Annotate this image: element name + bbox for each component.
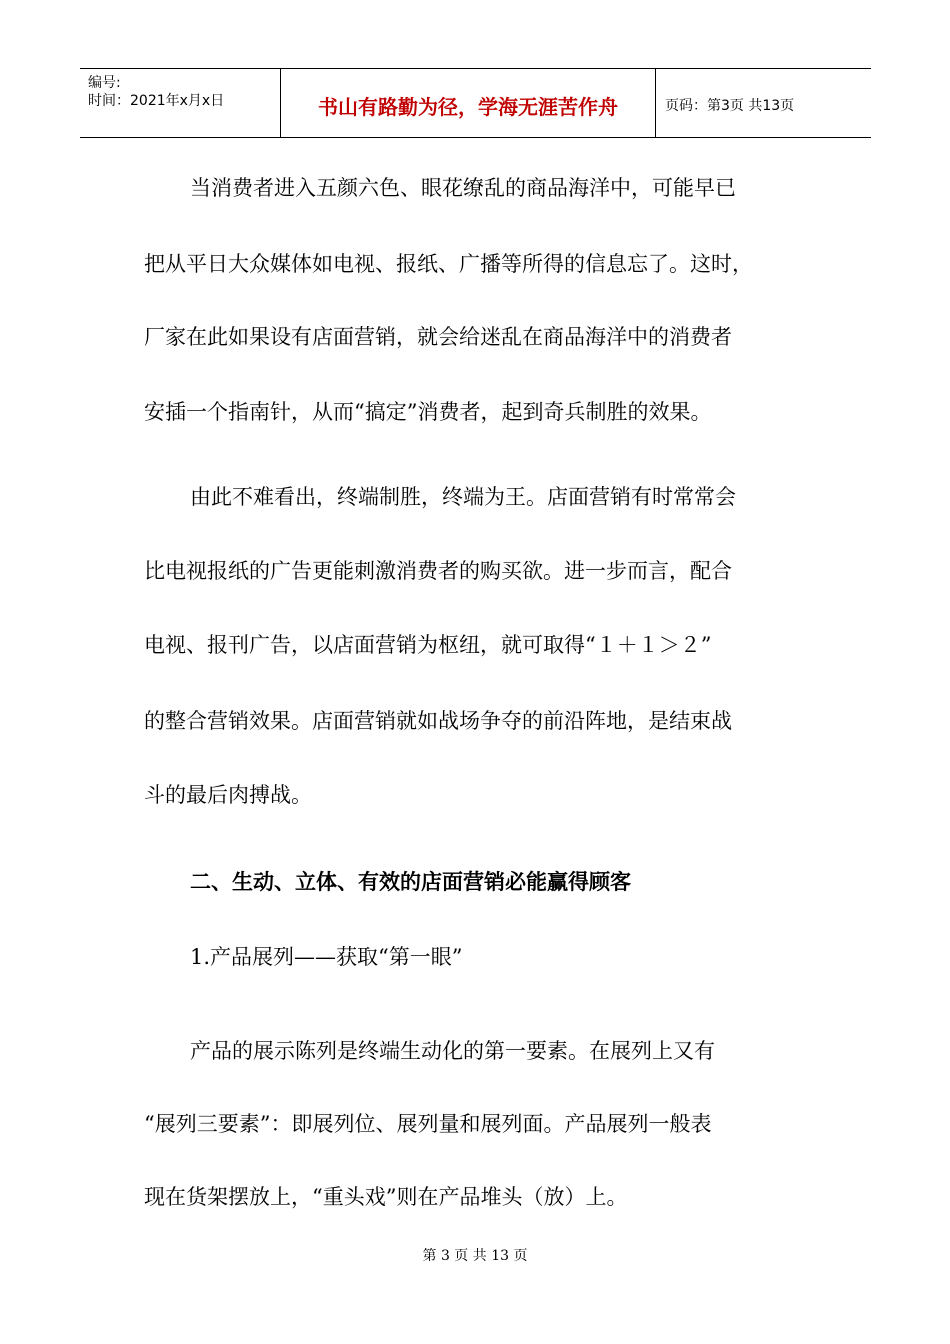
section-heading: 二、生动、立体、有效的店面营销必能赢得顾客 (190, 870, 631, 894)
paragraph-line: 厂家在此如果设有店面营销，就会给迷乱在商品海洋中的消费者 (144, 325, 732, 349)
paragraph-line: 比电视报纸的广告更能刺激消费者的购买欲。进一步而言，配合 (144, 559, 732, 583)
header-table (80, 68, 871, 138)
paragraph-line: 的整合营销效果。店面营销就如战场争夺的前沿阵地，是结束战 (144, 709, 732, 733)
page-footer: 第 3 页 共 13 页 (422, 1248, 528, 1264)
paragraph-line: 由此不难看出，终端制胜，终端为王。店面营销有时常常会 (190, 485, 736, 509)
header-left-cell (80, 69, 280, 137)
paragraph-line: 当消费者进入五颜六色、眼花缭乱的商品海洋中，可能早已 (190, 176, 736, 200)
paragraph-line: 现在货架摆放上，“重头戏”则在产品堆头（放）上。 (144, 1185, 628, 1209)
paragraph-line: 产品的展示陈列是终端生动化的第一要素。在展列上又有 (190, 1039, 715, 1063)
date-line: 时间：2021年x月x日 (88, 93, 225, 109)
header-page-cell (655, 69, 871, 137)
paragraph-line: 安插一个指南针，从而“搞定”消费者，起到奇兵制胜的效果。 (144, 400, 712, 424)
number-label: 编号: (88, 75, 121, 91)
paragraph-line: 电视、报刊广告，以店面营销为枢纽，就可取得“１＋１＞２” (144, 633, 712, 657)
paragraph-line: 斗的最后肉搏战。 (144, 783, 312, 807)
motto: 书山有路勤为径，学海无涯苦作舟 (318, 95, 618, 119)
subsection-heading: 1.产品展列——获取“第一眼” (190, 945, 463, 969)
paragraph-line: “展列三要素”：即展列位、展列量和展列面。产品展列一般表 (144, 1112, 712, 1136)
header-motto-cell (280, 69, 656, 137)
header-page-info: 页码：第3页 共13页 (665, 98, 795, 114)
paragraph-line: 把从平日大众媒体如电视、报纸、广播等所得的信息忘了。这时， (144, 252, 753, 276)
